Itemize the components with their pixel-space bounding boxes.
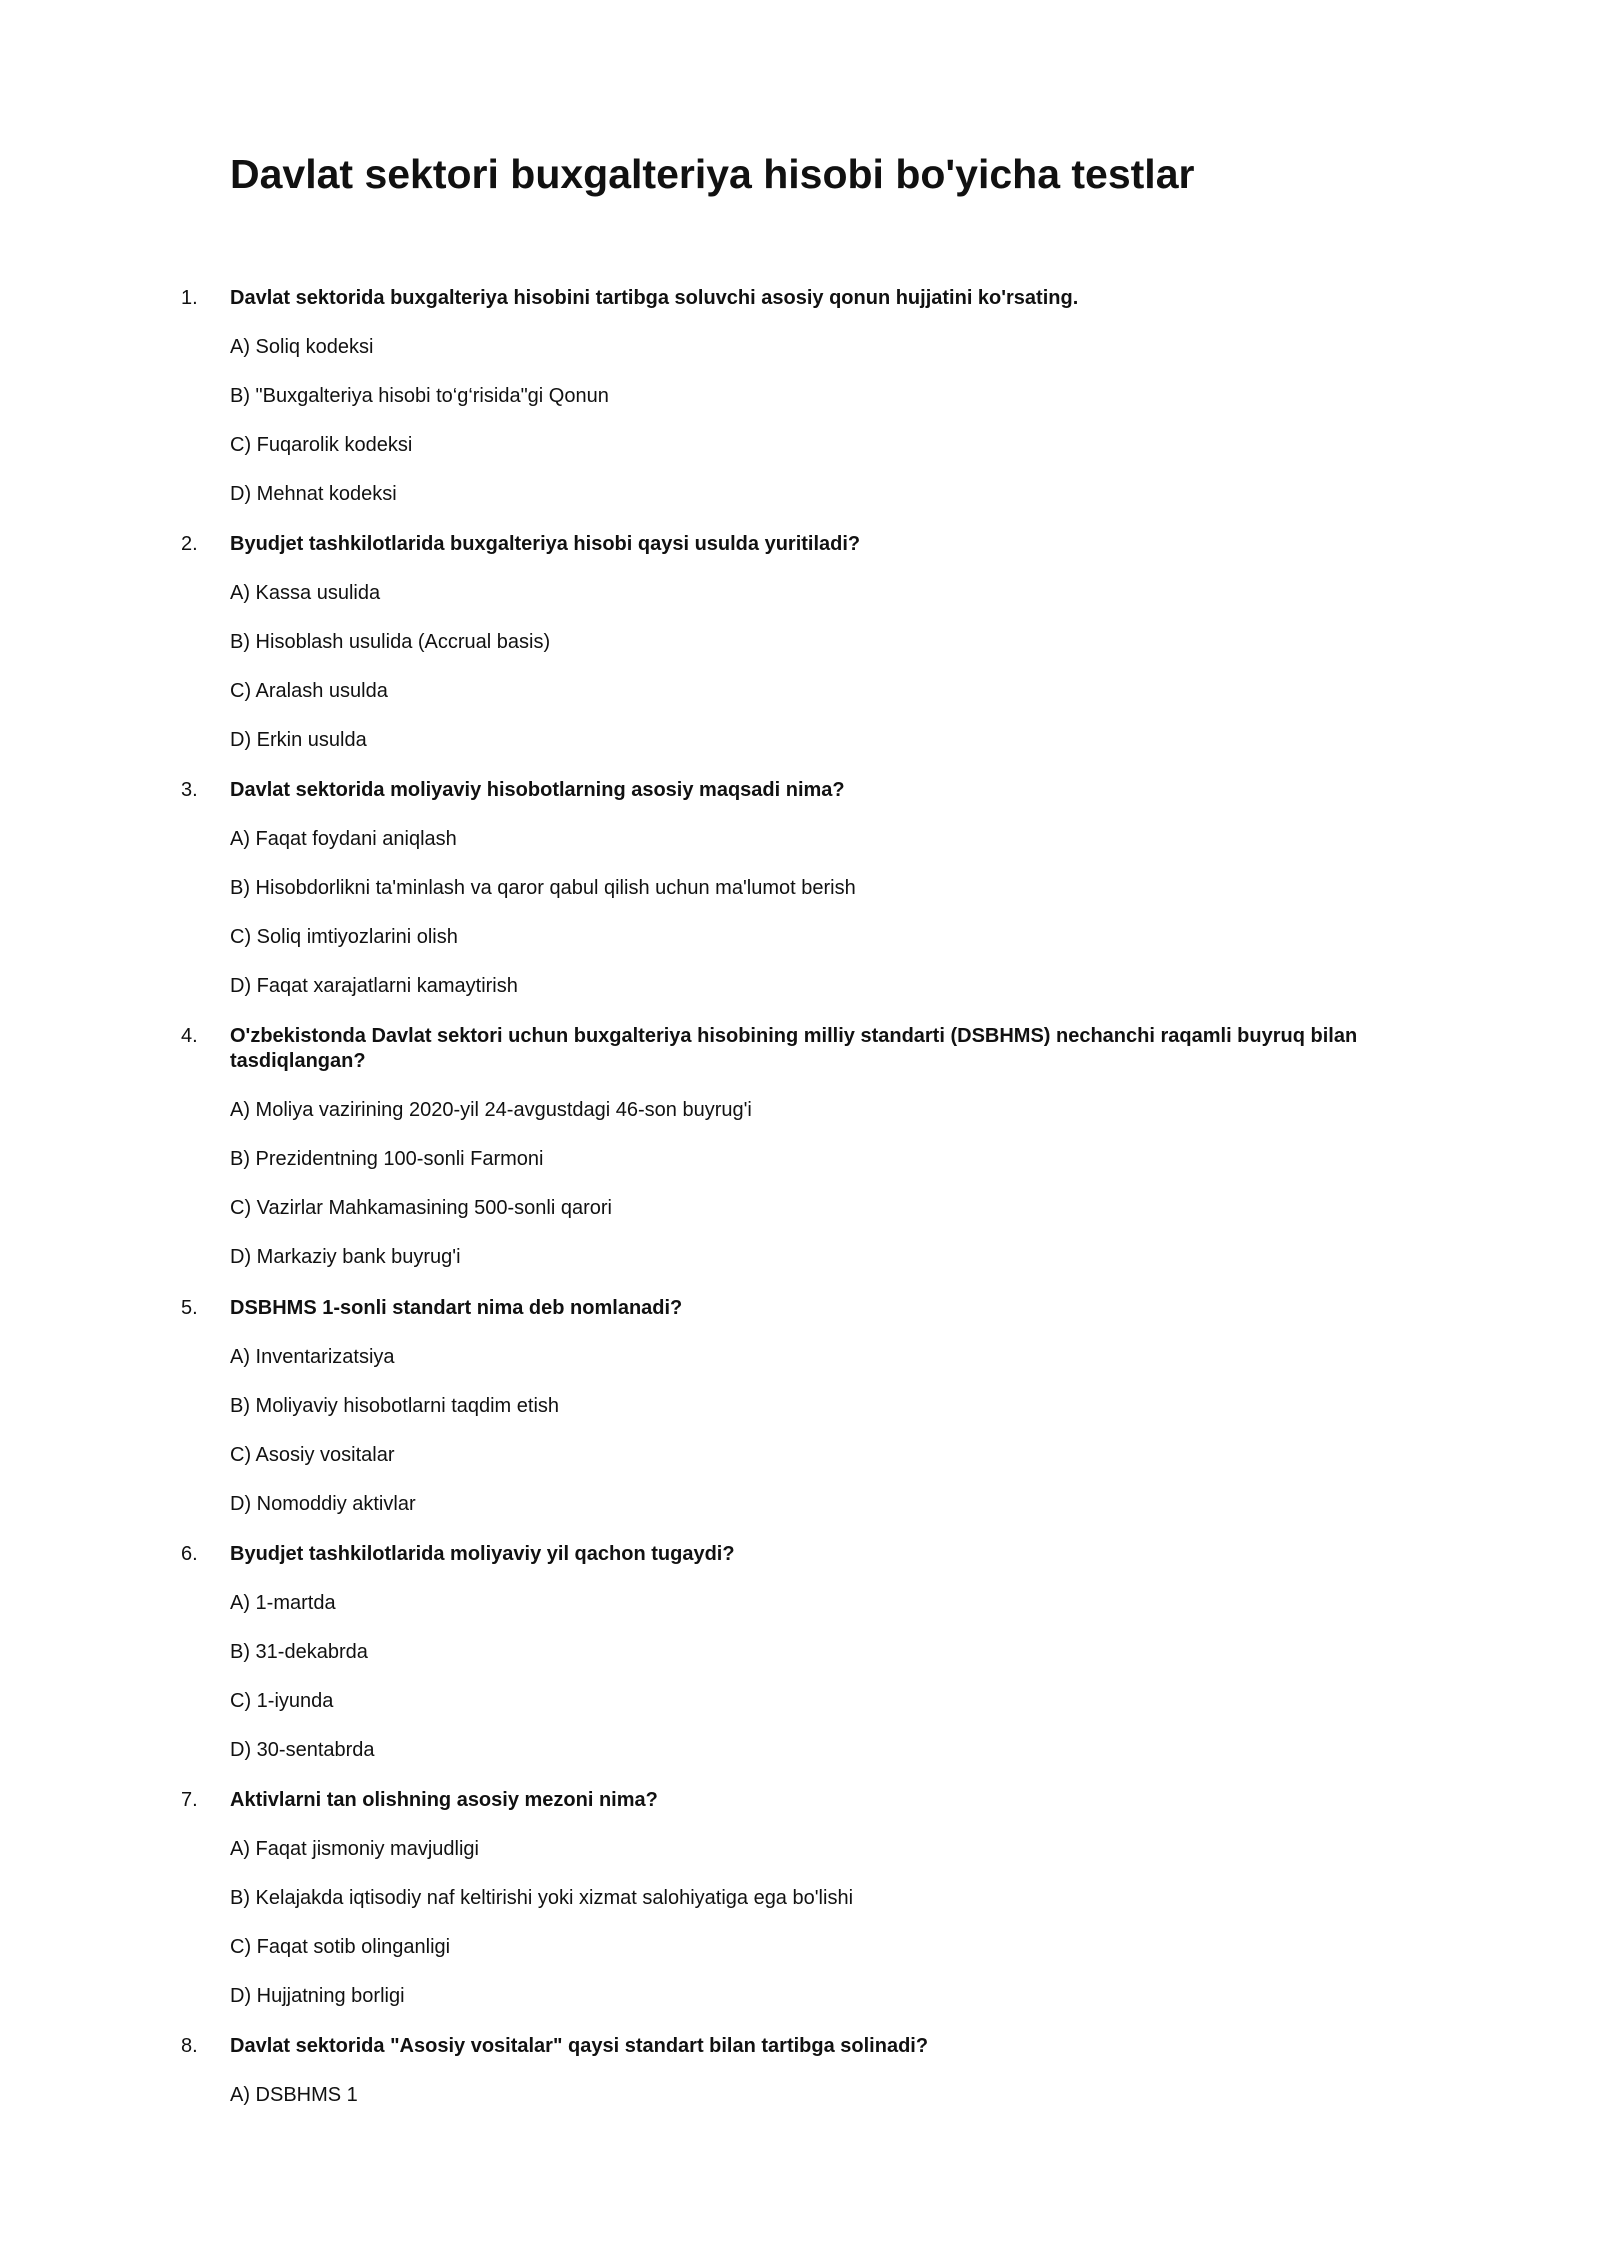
answer-option: C) Soliq imtiyozlarini olish <box>230 926 458 948</box>
answer-options <box>230 827 1430 1023</box>
answer-option: A) Inventarizatsiya <box>230 1346 395 1368</box>
answer-option: D) Erkin usulda <box>230 729 367 751</box>
question-text: O'zbekistonda Davlat sektori uchun buxgalteriya hisobining milliy standarti (DSBHMS) nechanchi raqamli buyruq bilan tasdiqlangan? <box>230 1025 1358 1072</box>
question-number: 7. <box>181 1789 198 1811</box>
answer-option: A) Kassa usulida <box>230 582 381 604</box>
question-text: Aktivlarni tan olishning asosiy mezoni nima? <box>230 1789 658 1811</box>
question-number: 1. <box>181 287 198 309</box>
answer-options <box>230 581 1430 777</box>
question-number: 4. <box>181 1025 198 1047</box>
answer-option: D) Nomoddiy aktivlar <box>230 1493 416 1515</box>
answer-option: C) 1-iyunda <box>230 1690 334 1712</box>
answer-option: A) DSBHMS 1 <box>230 2084 358 2106</box>
answer-option: C) Aralash usulda <box>230 680 388 702</box>
answer-option: A) Faqat foydani aniqlash <box>230 828 457 850</box>
answer-option: B) Hisoblash usulida (Accrual basis) <box>230 631 551 653</box>
answer-option: B) Kelajakda iqtisodiy naf keltirishi yoki xizmat salohiyatiga ega bo'lishi <box>230 1887 854 1909</box>
answer-option: B) "Buxgalteriya hisobi to‘g‘risida"gi Qonun <box>230 385 609 407</box>
answer-option: A) Soliq kodeksi <box>230 336 374 358</box>
question-text: Davlat sektorida "Asosiy vositalar" qaysi standart bilan tartibga solinadi? <box>230 2035 929 2057</box>
page-title: Davlat sektori buxgalteriya hisobi bo'yicha testlar <box>230 151 1195 197</box>
question-text: Byudjet tashkilotlarida buxgalteriya hisobi qaysi usulda yuritiladi? <box>230 533 861 555</box>
answer-option: D) Mehnat kodeksi <box>230 483 397 505</box>
question-number: 5. <box>181 1297 198 1319</box>
question-number: 2. <box>181 533 198 555</box>
answer-option: D) Faqat xarajatlarni kamaytirish <box>230 975 518 997</box>
answer-option: C) Vazirlar Mahkamasining 500-sonli qarori <box>230 1197 613 1219</box>
answer-option: D) 30-sentabrda <box>230 1739 375 1761</box>
question-number: 3. <box>181 779 198 801</box>
answer-option: B) Hisobdorlikni ta'minlash va qaror qabul qilish uchun ma'lumot berish <box>230 877 856 899</box>
answer-option: B) Prezidentning 100-sonli Farmoni <box>230 1148 544 1170</box>
answer-option: C) Asosiy vositalar <box>230 1444 395 1466</box>
question-text: DSBHMS 1-sonli standart nima deb nomlanadi? <box>230 1297 683 1319</box>
answer-options <box>230 1098 1430 1294</box>
answer-option: C) Fuqarolik kodeksi <box>230 434 413 456</box>
answer-options <box>230 1345 1430 1541</box>
answer-option: D) Hujjatning borligi <box>230 1985 405 2007</box>
question-text: Byudjet tashkilotlarida moliyaviy yil qachon tugaydi? <box>230 1543 735 1565</box>
answer-options <box>230 2083 1430 2132</box>
answer-option: A) 1-martda <box>230 1592 336 1614</box>
question-text: Davlat sektorida buxgalteriya hisobini tartibga soluvchi asosiy qonun hujjatini ko'rsating. <box>230 287 1079 309</box>
answer-option: A) Faqat jismoniy mavjudligi <box>230 1838 479 1860</box>
question-text: Davlat sektorida moliyaviy hisobotlarning asosiy maqsadi nima? <box>230 779 845 801</box>
answer-option: C) Faqat sotib olinganligi <box>230 1936 451 1958</box>
answer-options <box>230 335 1430 531</box>
answer-options <box>230 1837 1430 2033</box>
answer-option: D) Markaziy bank buyrug'i <box>230 1246 461 1268</box>
answer-option: A) Moliya vazirining 2020-yil 24-avgustdagi 46-son buyrug'i <box>230 1099 752 1121</box>
question-number: 6. <box>181 1543 198 1565</box>
answer-option: B) 31-dekabrda <box>230 1641 368 1663</box>
answer-option: B) Moliyaviy hisobotlarni taqdim etish <box>230 1395 560 1417</box>
answer-options <box>230 1591 1430 1787</box>
question-number: 8. <box>181 2035 198 2057</box>
